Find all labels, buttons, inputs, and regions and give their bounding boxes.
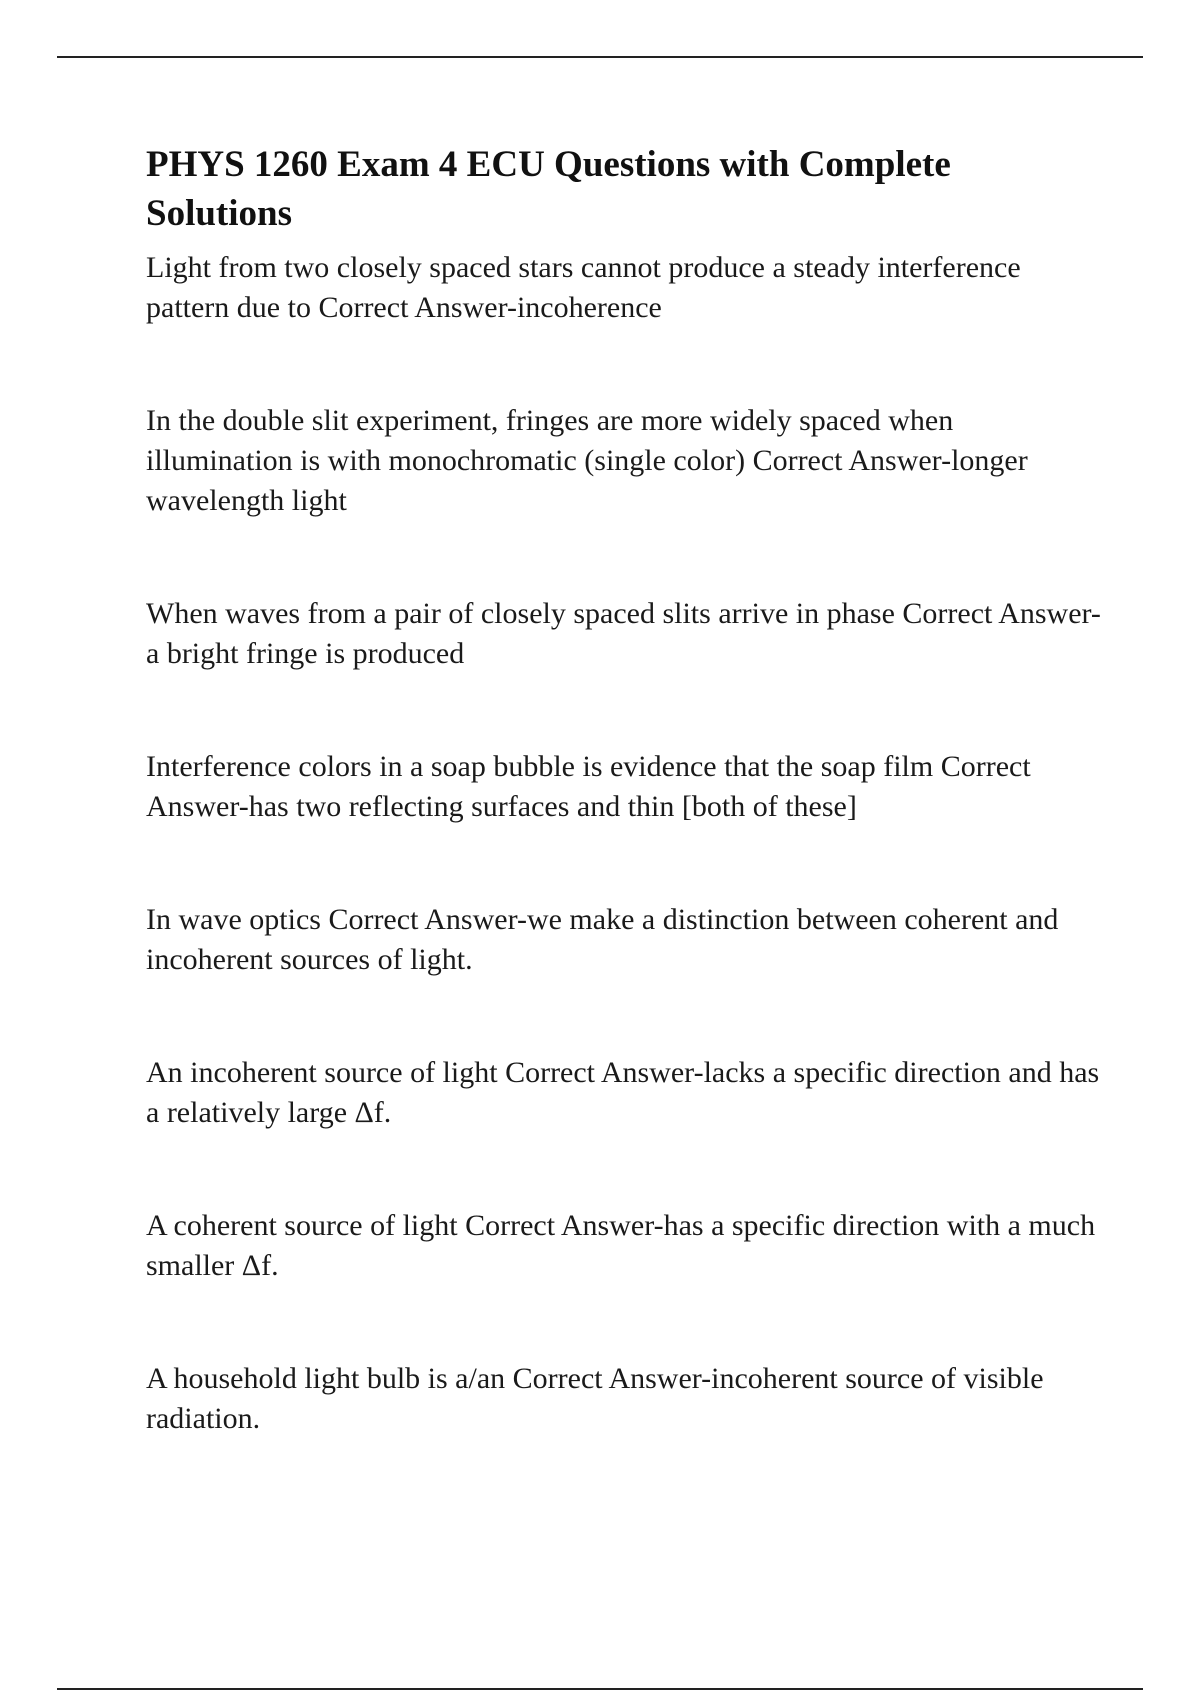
qa-entry-4: Interference colors in a soap bubble is evidence that the soap film Correct Answer-has two reflecting surfaces and thin [both of these] (146, 750, 1031, 823)
qa-entry-8: A household light bulb is a/an Correct Answer-incoherent source of visible radiation. (146, 1362, 1044, 1435)
document-body (146, 140, 1106, 1439)
qa-entry-2: In the double slit experiment, fringes are more widely spaced when illumination is with monochromatic (single color) Correct Answer-longer wavelength light (146, 404, 1028, 517)
qa-entry-1: Light from two closely spaced stars cannot produce a steady interference pattern due to Correct Answer-incoherence (146, 251, 1021, 324)
top-rule (57, 56, 1143, 58)
qa-entry-3: When waves from a pair of closely spaced slits arrive in phase Correct Answer-a bright fringe is produced (146, 597, 1101, 670)
bottom-rule (57, 1688, 1143, 1690)
qa-entry-5: In wave optics Correct Answer-we make a distinction between coherent and incoherent sources of light. (146, 903, 1059, 976)
qa-entry-6: An incoherent source of light Correct Answer-lacks a specific direction and has a relatively large Δf. (146, 1056, 1100, 1129)
qa-entry-7: A coherent source of light Correct Answer-has a specific direction with a much smaller Δf. (146, 1209, 1096, 1282)
document-title: PHYS 1260 Exam 4 ECU Questions with Complete Solutions (146, 144, 951, 234)
